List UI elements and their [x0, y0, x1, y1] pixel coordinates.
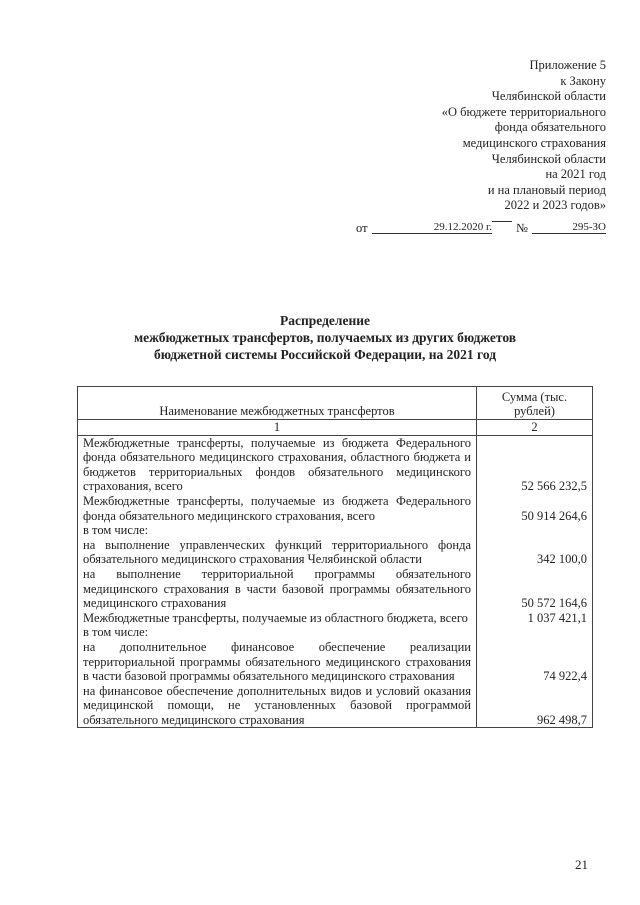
row-amount: 1 037 421,1: [477, 611, 593, 626]
column-header-name: Наименование межбюджетных трансфертов: [78, 387, 477, 420]
row-amount: [477, 523, 593, 538]
page-number: 21: [575, 857, 588, 872]
table-header-row: [78, 387, 593, 420]
header-line: Челябинской области: [491, 151, 606, 166]
from-label: от: [356, 221, 368, 235]
row-name: Межбюджетные трансферты, получаемые из областного бюджета, всего: [78, 611, 477, 626]
title-line-3: бюджетной системы Российской Федерации, на 2021 год: [153, 347, 497, 362]
row-amount: 74 922,4: [477, 640, 593, 684]
header-line: 2022 и 2023 годов»: [504, 198, 606, 213]
law-date-number-line: [356, 221, 606, 237]
table-row: [78, 538, 593, 567]
table-row: [78, 435, 593, 494]
table-row: [78, 684, 593, 728]
table-row: [78, 611, 593, 626]
header-line: на 2021 год: [545, 167, 606, 182]
title-line-2: межбюджетных трансфертов, получаемых из других бюджетов: [133, 330, 517, 345]
table-row: [78, 625, 593, 640]
table-row: [78, 523, 593, 538]
row-amount: 962 498,7: [477, 684, 593, 728]
header-line: «О бюджете территориального: [441, 104, 606, 119]
column-number-1: 1: [78, 420, 477, 436]
row-name: на финансовое обеспечение дополнительных видов и условий оказания медицинской помощи, не установленных базовой программой обязательного медицинского страхования: [78, 684, 477, 728]
date-underline-tail: [492, 221, 512, 222]
appendix-header: [306, 58, 606, 214]
row-amount: 50 572 164,6: [477, 567, 593, 611]
row-name: на выполнение территориальной программы обязательного медицинского страхования в части базовой программы обязательного медицинского страхования: [78, 567, 477, 611]
row-name: на дополнительное финансовое обеспечение реализации территориальной программы обязательного медицинского страхования в части базовой программы обязательного медицинского страхования: [78, 640, 477, 684]
table-row: [78, 494, 593, 523]
document-title: [80, 312, 570, 363]
title-line-1: Распределение: [279, 313, 371, 328]
row-name: в том числе:: [78, 625, 477, 640]
column-number-2: 2: [477, 420, 593, 436]
row-name: Межбюджетные трансферты, получаемые из бюджета Федерального фонда обязательного медицинского страхования, всего: [78, 494, 477, 523]
header-line: и на плановый период: [487, 182, 606, 197]
header-line: Приложение 5: [529, 58, 606, 72]
header-line: Челябинской области: [491, 89, 606, 104]
law-number: 295-ЗО: [532, 221, 606, 234]
row-name: в том числе:: [78, 523, 477, 538]
row-name: на выполнение управленческих функций территориального фонда обязательного медицинского страхования Челябинской области: [78, 538, 477, 567]
row-amount: 50 914 264,6: [477, 494, 593, 523]
row-amount: [477, 625, 593, 640]
header-line: фонда обязательного: [494, 120, 606, 135]
header-line: медицинского страхования: [462, 135, 606, 150]
row-amount: 52 566 232,5: [477, 435, 593, 494]
law-date: 29.12.2020 г.: [372, 221, 492, 234]
row-name: Межбюджетные трансферты, получаемые из бюджета Федерального фонда обязательного медицинского страхования, областного бюджета и бюджетов территориальных фондов обязательного медицинского страхования, всего: [78, 435, 477, 494]
header-line: к Закону: [560, 73, 606, 88]
table-row: [78, 567, 593, 611]
table-column-number-row: [78, 420, 593, 436]
number-label: №: [516, 221, 528, 235]
table-row: [78, 640, 593, 684]
transfers-table: [77, 386, 593, 728]
column-header-amount: Сумма (тыс. рублей): [477, 387, 593, 420]
row-amount: 342 100,0: [477, 538, 593, 567]
